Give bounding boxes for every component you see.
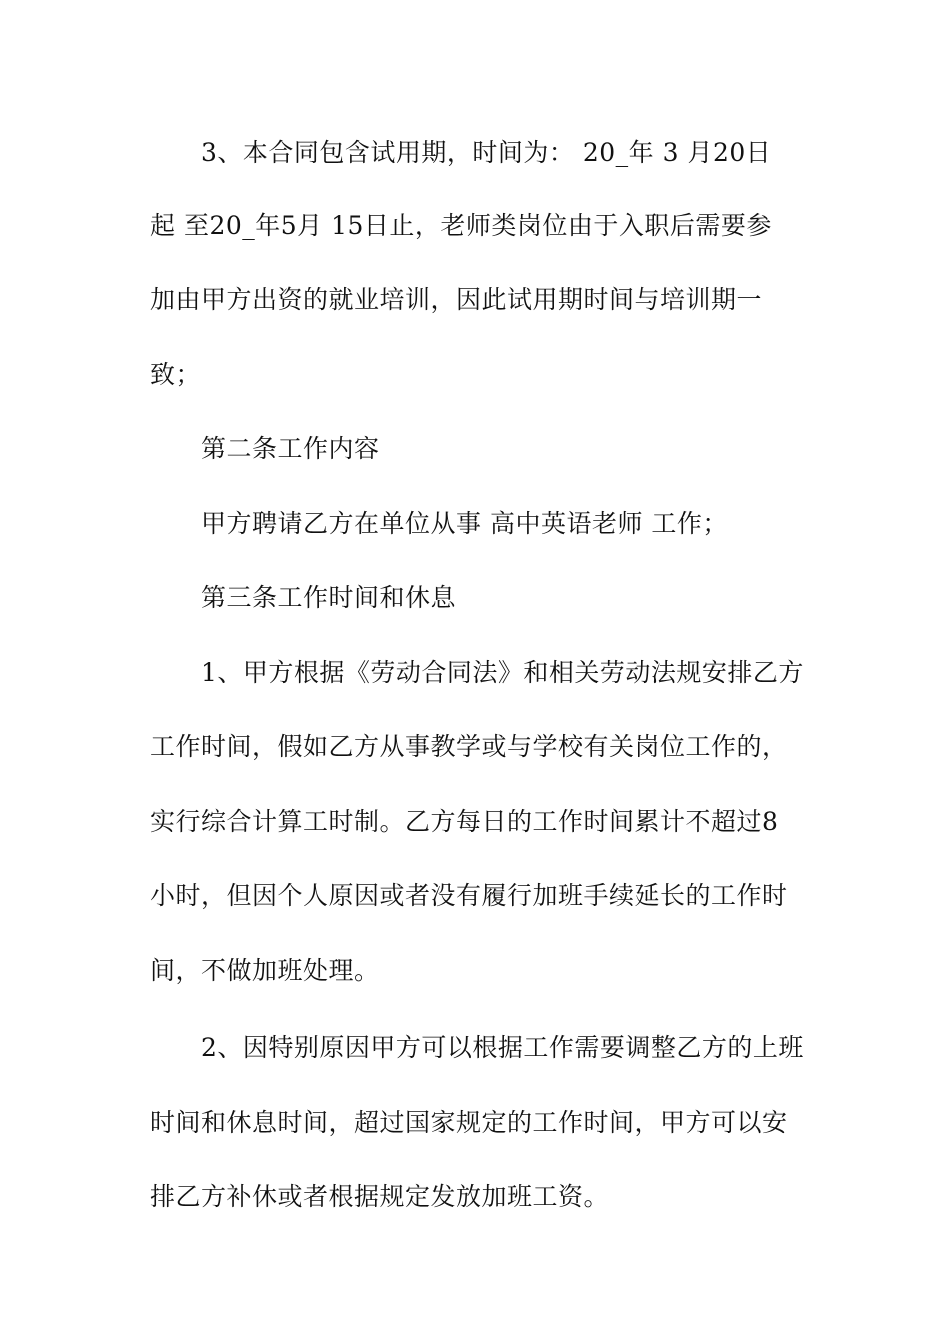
article-3-item-2-line-1: 2、因特别原因甲方可以根据工作需要调整乙方的上班	[201, 1033, 804, 1062]
clause-3-line-4: 致；	[150, 360, 202, 389]
article-3-item-2-line-3: 排乙方补休或者根据规定发放加班工资。	[150, 1182, 610, 1211]
clause-3-line-2: 起 至20_年5月 15日止，老师类岗位由于入职后需要参	[150, 211, 772, 240]
article-2-body: 甲方聘请乙方在单位从事 高中英语老师 工作；	[201, 509, 728, 538]
clause-3-line-1: 3、本合同包含试用期，时间为： 20_年 3 月20日	[201, 138, 772, 167]
article-3-item-1-line-5: 间，不做加班处理。	[150, 956, 380, 985]
article-2-heading: 第二条工作内容	[201, 434, 380, 463]
article-3-heading: 第三条工作时间和休息	[201, 583, 457, 612]
article-3-item-1-line-1: 1、甲方根据《劳动合同法》和相关劳动法规安排乙方	[201, 658, 804, 687]
article-3-item-2-line-2: 时间和休息时间，超过国家规定的工作时间，甲方可以安	[150, 1108, 788, 1137]
clause-3-line-3: 加由甲方出资的就业培训，因此试用期时间与培训期一	[150, 285, 763, 314]
article-3-item-1-line-4: 小时，但因个人原因或者没有履行加班手续延长的工作时	[150, 881, 788, 910]
article-3-item-1-line-2: 工作时间，假如乙方从事教学或与学校有关岗位工作的，	[150, 732, 788, 761]
article-3-item-1-line-3: 实行综合计算工时制。乙方每日的工作时间累计不超过8	[150, 807, 779, 836]
